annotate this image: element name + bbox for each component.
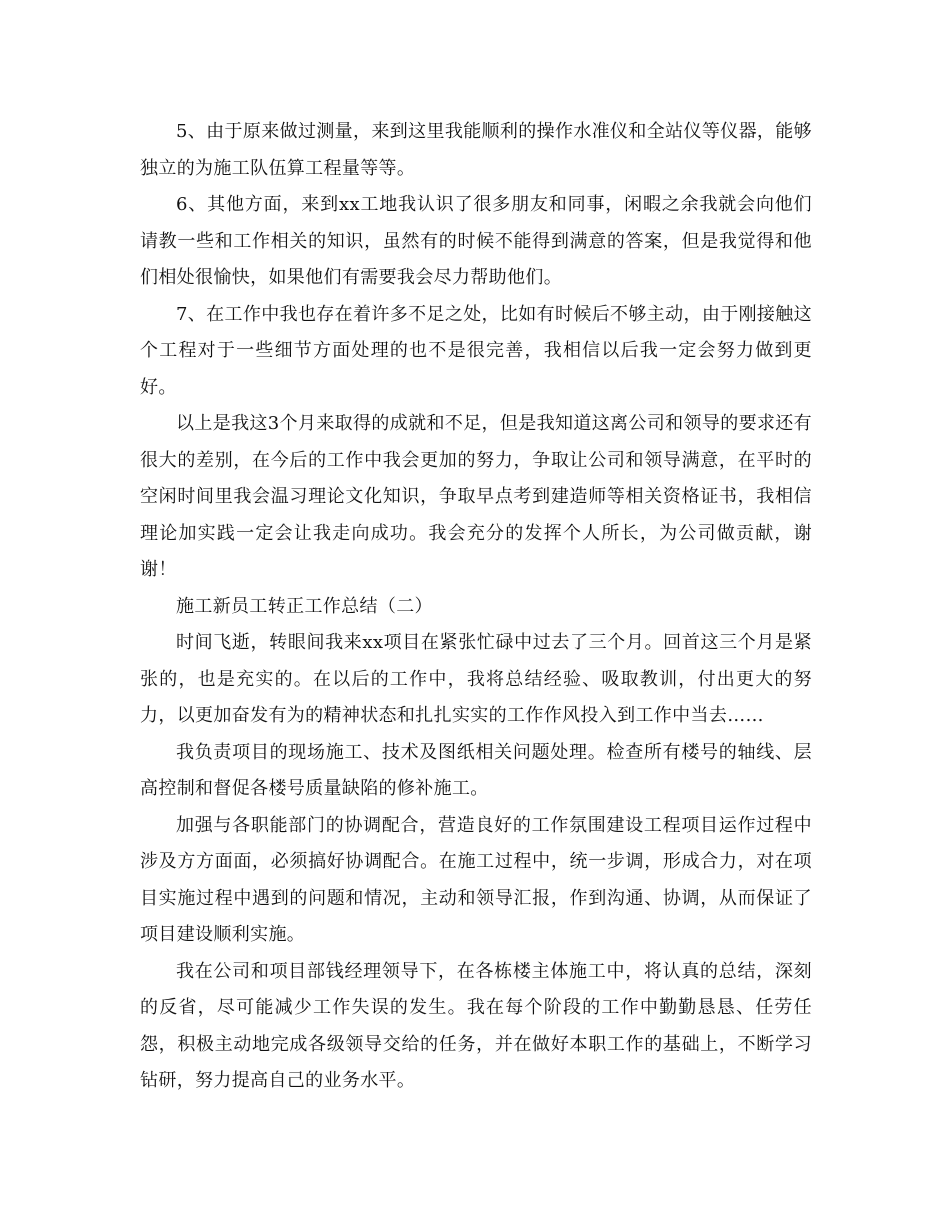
paragraph-item-7: 7、在工作中我也存在着许多不足之处，比如有时候后不够主动，由于刚接触这个工程对于一些细节方面处理的也不是很完善，我相信以后我一定会努力做到更好。 — [140, 303, 812, 398]
paragraph-intro: 时间飞逝，转眼间我来xx项目在紧张忙碌中过去了三个月。回首这三个月是紧张的，也是充实的。在以后的工作中，我将总结经验、吸取教训，付出更大的努力，以更加奋发有为的精神状态和扎扎实实的工作作风投入到工作中当去…… — [140, 632, 812, 726]
paragraph-conclusion: 以上是我这3个月来取得的成就和不足，但是我知道这离公司和领导的要求还有很大的差别，在今后的工作中我会更加的努力，争取让公司和领导满意，在平时的空闲时间里我会温习理论文化知识，争取早点考到建造师等相关资格证书，我相信理论加实践一定会让我走向成功。我会充分的发挥个人所长，为公司做贡献，谢谢！ — [140, 413, 812, 580]
section-title: 施工新员工转正工作总结（二） — [176, 595, 433, 617]
document-body — [140, 114, 812, 1100]
paragraph-coordination: 加强与各职能部门的协调配合，营造良好的工作氛围建设工程项目运作过程中涉及方方面面，必须搞好协调配合。在施工过程中，统一步调，形成合力，对在项目实施过程中遇到的问题和情况，主动和领导汇报，作到沟通、协调，从而保证了项目建设顺利实施。 — [140, 814, 812, 945]
paragraph-reflection: 我在公司和项目部钱经理领导下，在各栋楼主体施工中，将认真的总结，深刻的反省，尽可能减少工作失误的发生。我在每个阶段的工作中勤勤恳恳、任劳任怨，积极主动地完成各级领导交给的任务，并在做好本职工作的基础上，不断学习钻研，努力提高自己的业务水平。 — [140, 960, 812, 1091]
paragraph-responsibility: 我负责项目的现场施工、技术及图纸相关问题处理。检查所有楼号的轴线、层高控制和督促各楼号质量缺陷的修补施工。 — [140, 741, 812, 799]
paragraph-item-6: 6、其他方面，来到xx工地我认识了很多朋友和同事，闲暇之余我就会向他们请教一些和工作相关的知识，虽然有的时候不能得到满意的答案，但是我觉得和他们相处很愉快，如果他们有需要我会尽力帮助他们。 — [140, 194, 812, 288]
paragraph-item-5: 5、由于原来做过测量，来到这里我能顺利的操作水准仪和全站仪等仪器，能够独立的为施工队伍算工程量等等。 — [140, 121, 812, 179]
